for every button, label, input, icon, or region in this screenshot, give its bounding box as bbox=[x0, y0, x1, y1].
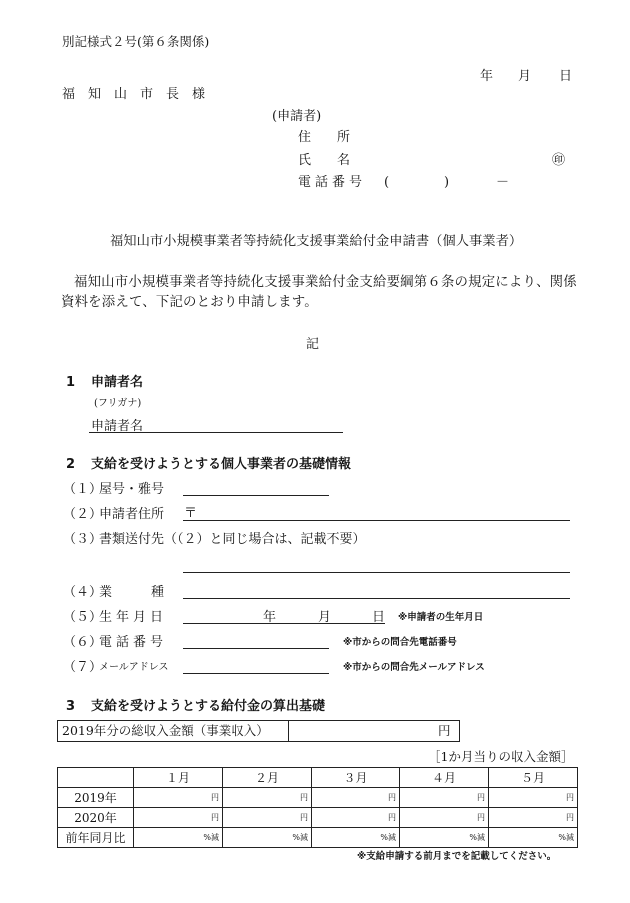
item5-note: ※申請者の生年月日 bbox=[398, 612, 484, 623]
birth-day-mark: 日 bbox=[372, 610, 386, 625]
table-row-label: 2020年 bbox=[58, 808, 134, 828]
item4-label: 業 種 bbox=[99, 585, 165, 600]
item1-underline bbox=[183, 495, 329, 496]
phone-paren-open: ( bbox=[384, 175, 390, 190]
table-cell: 円 bbox=[223, 788, 312, 808]
table-cell: 円 bbox=[312, 788, 400, 808]
intro-line-2: 資料を添えて、下記のとおり申請します。 bbox=[61, 295, 318, 310]
applicant-name-field-label: 申請者名 bbox=[91, 419, 144, 434]
item6-note: ※市からの問合先電話番号 bbox=[343, 637, 457, 648]
table-cell: 円 bbox=[134, 808, 223, 828]
section1-number: 1 bbox=[66, 375, 76, 390]
table-cell: %減 bbox=[312, 828, 400, 848]
item1-label: 屋号・雅号 bbox=[99, 482, 165, 497]
addressee: 福 知 山 市 長 様 bbox=[62, 87, 206, 102]
total-income-unit: 円 bbox=[438, 723, 451, 738]
table-header-row bbox=[58, 768, 578, 788]
item2-underline bbox=[183, 520, 570, 521]
table-row bbox=[58, 788, 578, 808]
table-row bbox=[58, 808, 578, 828]
item2-label: 申請者住所 bbox=[99, 507, 165, 522]
item4-underline bbox=[183, 598, 570, 599]
item5-number: （５） bbox=[63, 610, 103, 625]
section3-number: 3 bbox=[66, 699, 76, 714]
form-number: 別記様式２号(第６条関係) bbox=[62, 34, 210, 49]
table-row-label: 2019年 bbox=[58, 788, 134, 808]
section2-number: 2 bbox=[66, 457, 76, 472]
furigana-label: (フリガナ) bbox=[94, 398, 142, 409]
table-cell: 円 bbox=[134, 788, 223, 808]
birth-month-mark: 月 bbox=[318, 610, 332, 625]
table-header-month: ４月 bbox=[400, 768, 489, 788]
item6-underline bbox=[183, 648, 329, 649]
table-cell: 円 bbox=[312, 808, 400, 828]
applicant-address-label: 住 所 bbox=[298, 130, 351, 145]
table-cell: %減 bbox=[134, 828, 223, 848]
table-cell: 円 bbox=[489, 808, 578, 828]
item5-label: 生年月日 bbox=[99, 610, 168, 625]
item7-note: ※市からの問合先メールアドレス bbox=[343, 662, 485, 673]
item6-number: （６） bbox=[63, 635, 103, 650]
item1-number: （１） bbox=[63, 482, 103, 497]
table-row bbox=[58, 828, 578, 848]
applicant-name-underline bbox=[89, 432, 343, 433]
table-header-month: ２月 bbox=[223, 768, 312, 788]
table-header-month: １月 bbox=[134, 768, 223, 788]
monthly-income-table bbox=[57, 767, 578, 848]
table-cell: 円 bbox=[223, 808, 312, 828]
item7-label: メールアドレス bbox=[99, 662, 169, 673]
applicant-name-label: 氏 名 bbox=[298, 153, 351, 168]
ki-heading: 記 bbox=[306, 337, 320, 352]
table-cell: 円 bbox=[489, 788, 578, 808]
table-cell: 円 bbox=[400, 788, 489, 808]
table-footnote: ※支給申請する前月までを記載してください。 bbox=[357, 851, 557, 862]
phone-paren-close: ) bbox=[444, 175, 450, 190]
item6-label: 電話番号 bbox=[99, 635, 168, 650]
item4-number: （４） bbox=[63, 585, 103, 600]
section3-heading: 支給を受けようとする給付金の算出基礎 bbox=[91, 699, 326, 714]
item5-underline bbox=[183, 623, 385, 624]
date-year: 年 bbox=[480, 69, 494, 84]
item3-label: 書類送付先（（２）と同じ場合は、記載不要） bbox=[99, 532, 366, 547]
intro-line-1: 福知山市小規模事業者等持続化支援事業給付金支給要綱第６条の規定により、関係 bbox=[74, 275, 577, 290]
table-header-month: ５月 bbox=[489, 768, 578, 788]
birth-year-mark: 年 bbox=[263, 610, 277, 625]
total-income-label: 2019年分の総収入金額（事業収入） bbox=[62, 723, 269, 738]
date-month: 月 bbox=[518, 69, 532, 84]
document-title: 福知山市小規模事業者等持続化支援事業給付金申請書（個人事業者） bbox=[110, 234, 523, 249]
table-corner-cell bbox=[58, 768, 134, 788]
item3-number: （３） bbox=[63, 532, 103, 547]
table-cell: 円 bbox=[400, 808, 489, 828]
applicant-phone-label: 電話番号 bbox=[298, 175, 367, 190]
table-header-month: ３月 bbox=[312, 768, 400, 788]
section2-heading: 支給を受けようとする個人事業者の基礎情報 bbox=[91, 457, 352, 472]
total-income-divider bbox=[288, 721, 289, 741]
item2-number: （２） bbox=[63, 507, 103, 522]
section1-heading: 申請者名 bbox=[91, 375, 144, 390]
table-row-label: 前年同月比 bbox=[58, 828, 134, 848]
item3-underline bbox=[183, 572, 570, 573]
postal-mark: 〒 bbox=[184, 506, 198, 521]
seal-mark: ㊞ bbox=[552, 153, 566, 168]
item7-number: （７） bbox=[63, 660, 103, 675]
table-cell: %減 bbox=[223, 828, 312, 848]
monthly-caption: ［1か月当りの収入金額］ bbox=[428, 749, 574, 764]
total-income-box bbox=[57, 720, 460, 742]
date-day: 日 bbox=[559, 69, 573, 84]
phone-dash: － bbox=[496, 175, 510, 190]
table-cell: %減 bbox=[400, 828, 489, 848]
table-cell: %減 bbox=[489, 828, 578, 848]
item7-underline bbox=[183, 673, 329, 674]
applicant-heading: (申請者) bbox=[272, 109, 322, 124]
